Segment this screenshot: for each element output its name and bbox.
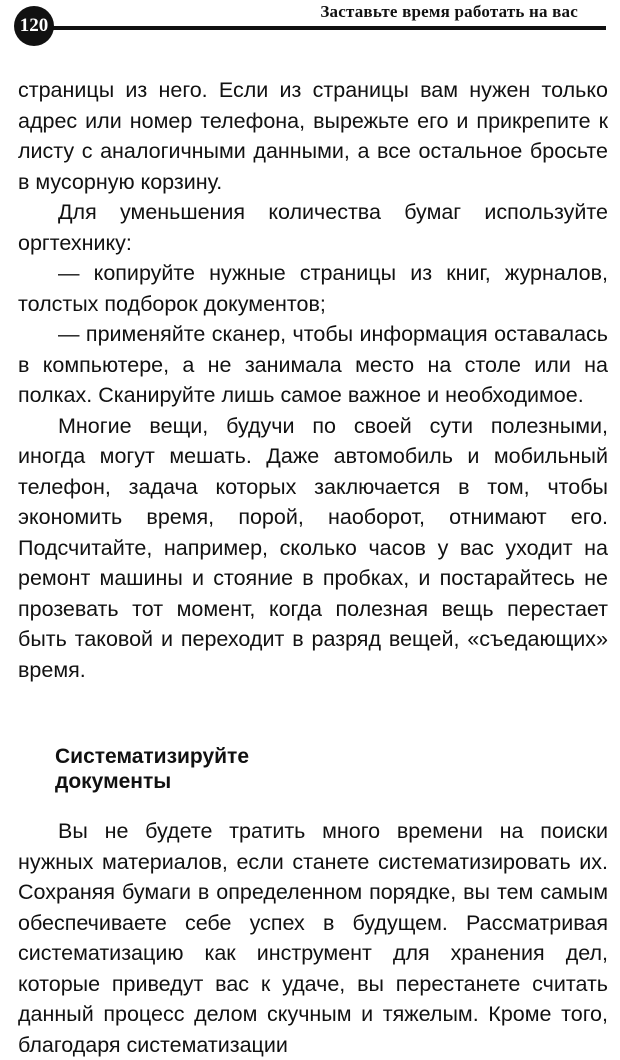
paragraph: Вы не будете тратить много времени на поиски нужных материалов, если станете систематизировать их. Сохраняя бумаги в определенном порядке, вы тем самым обеспечиваете себе успех в будущем. Рассматривая систематизацию как инструмент для хранения дел, которые приведут вас к удаче, вы перестанете считать данный процесс делом скучным и тяжелым. Кроме того, благодаря систематизации — [18, 819, 608, 1057]
list-item: — копируйте нужные страницы из книг, журналов, толстых подборок документов; — [18, 261, 608, 316]
page-header — [0, 0, 620, 44]
paragraph: Для уменьшения количества бумаг используйте оргтехнику: — [18, 200, 608, 255]
paragraph: Многие вещи, будучи по своей сути полезными, иногда могут мешать. Даже автомобиль и мобильный телефон, задача которых заключается в том, чтобы экономить время, порой, наоборот, отнимают его. Подсчитайте, например, сколько часов у вас уходит на ремонт машины и стояние в пробках, и постарайтесь не прозевать тот момент, когда полезная вещь перестает быть таковой и переходит в разряд вещей, «съедающих» время. — [18, 413, 608, 682]
list-item: — применяйте сканер, чтобы информация оставалась в компьютере, а не занимала место на столе или на полках. Сканируйте лишь самое важное и необходимое. — [18, 322, 608, 407]
section-heading-line: документы — [55, 770, 172, 793]
section-heading — [55, 744, 249, 794]
page-number: 120 — [14, 6, 54, 46]
section-text — [18, 816, 608, 1060]
paragraph: страницы из него. Если из страницы вам нужен только адрес или номер телефона, вырежьте его и прикрепите к листу с аналогичными данными, а все остальное бросьте в мусорную корзину. — [18, 78, 608, 194]
header-rule — [40, 26, 606, 30]
running-title: Заставьте время работать на вас — [320, 2, 578, 21]
body-text — [18, 75, 608, 685]
section-heading-line: Систематизируйте — [55, 745, 250, 768]
